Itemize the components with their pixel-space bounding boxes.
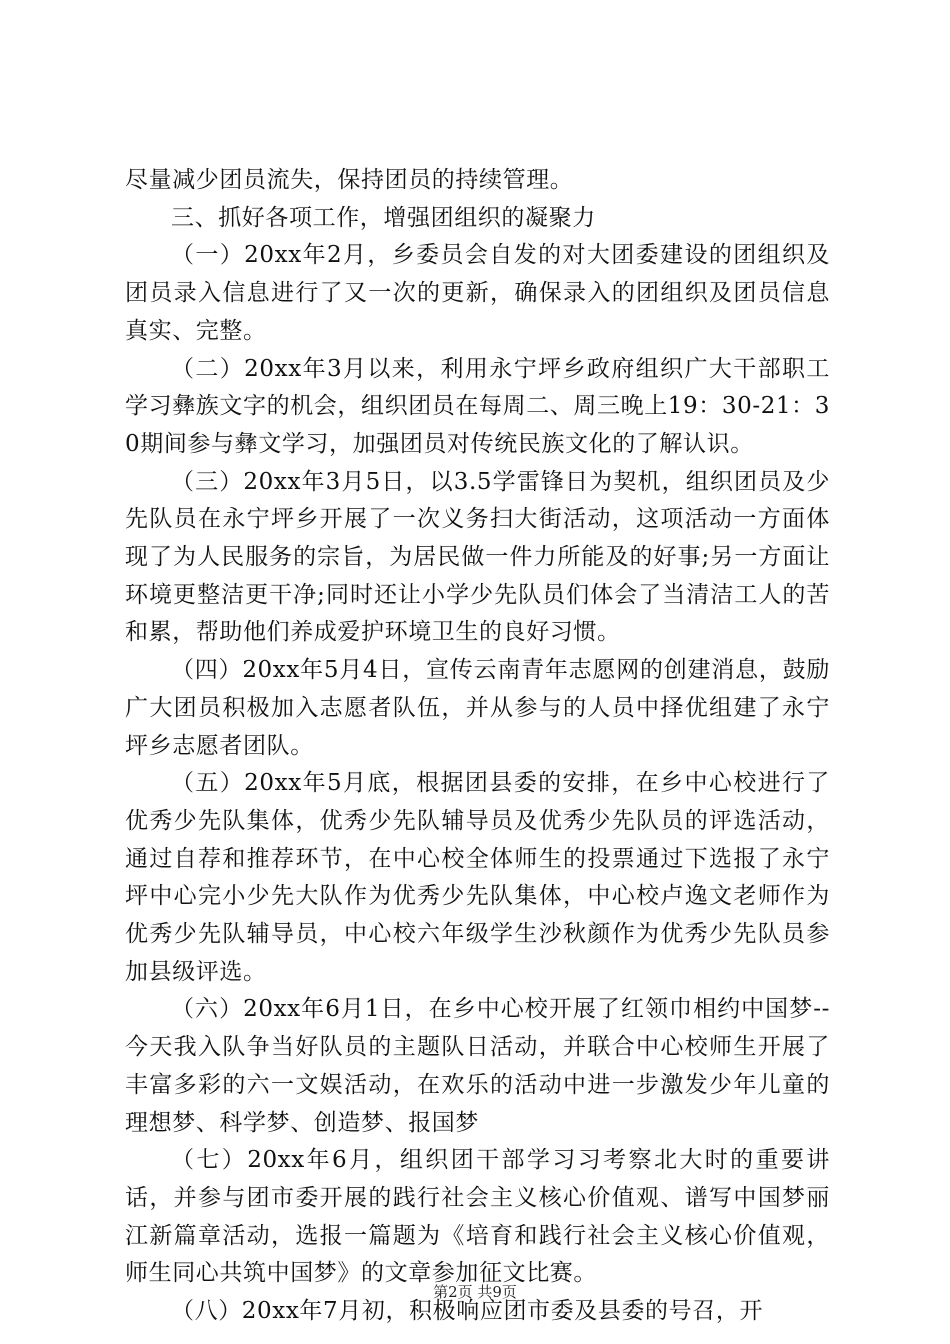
paragraph: （八）20xx年7月初，积极响应团市委及县委的号召，开 — [171, 1298, 764, 1325]
paragraph: （四）20xx年5月4日，宣传云南青年志愿网的创建消息，鼓励广大团员积极加入志愿者队伍，并从参与的人员中择优组建了永宁坪乡志愿者团队。 — [125, 657, 830, 759]
paragraph: （二）20xx年3月以来，利用永宁坪乡政府组织广大干部职工学习彝族文字的机会，组织团员在每周二、周三晚上19：30-21：30期间参与彝文学习，加强团员对传统民族文化的了解认识。 — [125, 355, 831, 457]
paragraph: （五）20xx年5月底，根据团县委的安排，在乡中心校进行了优秀少先队集体，优秀少先队辅导员及优秀少先队员的评选活动，通过自荐和推荐环节，在中心校全体师生的投票通过下选报了永宁坪中心完小少先大队作为优秀少先队集体，中心校卢逸文老师作为优秀少先队辅导员，中心校六年级学生沙秋颜作为优秀少先队员参加县级评选。 — [125, 770, 830, 985]
document-body — [125, 162, 830, 1331]
paragraph: （三）20xx年3月5日，以3.5学雷锋日为契机，组织团员及少先队员在永宁坪乡开展了一次义务扫大街活动，这项活动一方面体现了为人民服务的宗旨，为居民做一件力所能及的好事;另一方面让环境更整洁更干净;同时还让小学少先队员们体会了当清洁工人的苦和累，帮助他们养成爱护环境卫生的良好习惯。 — [125, 468, 830, 646]
paragraph: 尽量减少团员流失，保持团员的持续管理。 — [125, 167, 574, 193]
page-number-footer: 第2页 共9页 — [433, 1283, 517, 1301]
paragraph: （一）20xx年2月，乡委员会自发的对大团委建设的团组织及团员录入信息进行了又一次的更新，确保录入的团组织及团员信息真实、完整。 — [125, 242, 830, 344]
paragraph: （七）20xx年6月，组织团干部学习习考察北大时的重要讲话，并参与团市委开展的践行社会主义核心价值观、谱写中国梦丽江新篇章活动，选报一篇题为《培育和践行社会主义核心价值观，师生同心共筑中国梦》的文章参加征文比赛。 — [125, 1147, 830, 1287]
section-heading: 三、抓好各项工作，增强团组织的凝聚力 — [171, 204, 596, 231]
paragraph: （六）20xx年6月1日，在乡中心校开展了红领巾相约中国梦--今天我入队争当好队员的主题队日活动，并联合中心校师生开展了丰富多彩的六一文娱活动，在欢乐的活动中进一步激发少年儿童的理想梦、科学梦、创造梦、报国梦 — [125, 996, 830, 1136]
